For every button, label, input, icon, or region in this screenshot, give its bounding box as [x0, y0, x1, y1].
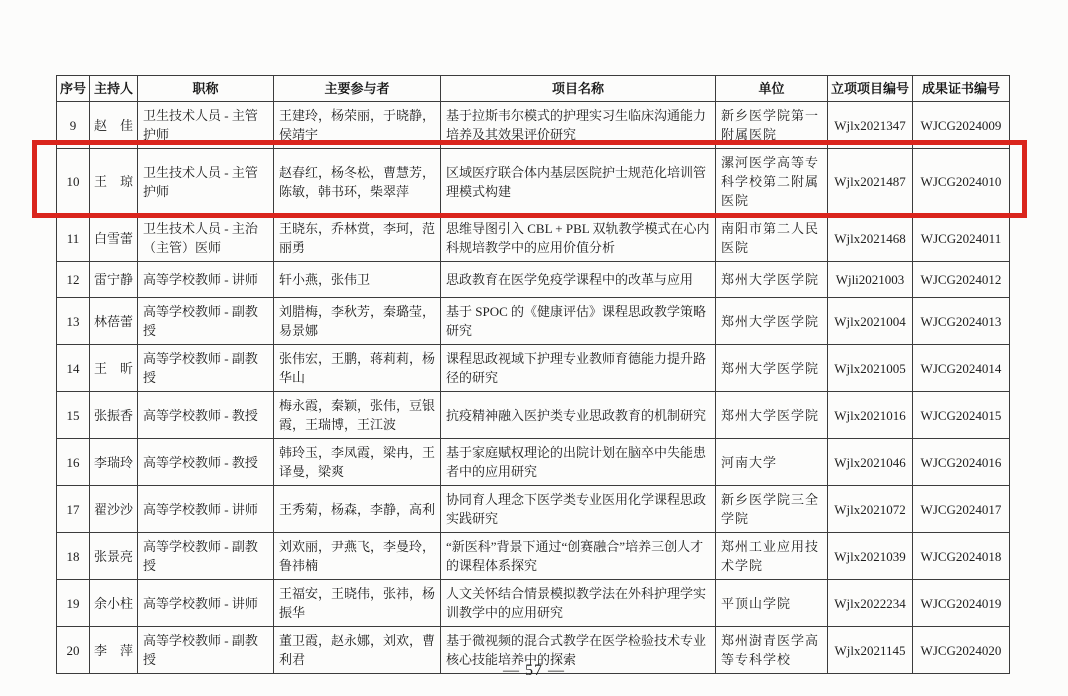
- table-cell: 16: [57, 439, 90, 486]
- table-cell: 李 萍: [90, 627, 138, 674]
- table-cell: 区域医疗联合体内基层医院护士规范化培训管理模式构建: [441, 149, 716, 215]
- table-cell: 9: [57, 102, 90, 149]
- table-cell: 11: [57, 215, 90, 262]
- table-cell: 漯河医学高等专科学校第二附属医院: [716, 149, 828, 215]
- table-cell: 王建玲，杨荣丽，于晓静，侯靖宇: [274, 102, 441, 149]
- project-results-table: [56, 75, 1010, 674]
- table-cell: 翟沙沙: [90, 486, 138, 533]
- column-header: 成果证书编号: [913, 76, 1010, 102]
- table-cell: 张振香: [90, 392, 138, 439]
- table-cell: 王晓东，乔林赏，李珂，范丽勇: [274, 215, 441, 262]
- table-cell: Wjlx2021039: [828, 533, 913, 580]
- table-cell: WJCG2024017: [913, 486, 1010, 533]
- table-cell: 15: [57, 392, 90, 439]
- table-cell: 刘腊梅，李秋芳，秦璐莹，易景娜: [274, 298, 441, 345]
- table-cell: 高等学校教师 - 副教授: [138, 345, 274, 392]
- table-cell: Wjlx2021487: [828, 149, 913, 215]
- table-cell: 高等学校教师 - 教授: [138, 392, 274, 439]
- table-cell: WJCG2024020: [913, 627, 1010, 674]
- table-cell: 郑州大学医学院: [716, 392, 828, 439]
- table-cell: 郑州大学医学院: [716, 262, 828, 298]
- table-row: [57, 533, 1010, 580]
- table-cell: WJCG2024018: [913, 533, 1010, 580]
- table-cell: 20: [57, 627, 90, 674]
- table-cell: 思维导图引入 CBL + PBL 双轨教学模式在心内科规培教学中的应用价值分析: [441, 215, 716, 262]
- table-cell: 白雪蕾: [90, 215, 138, 262]
- table-cell: 13: [57, 298, 90, 345]
- table-cell: 刘欢丽，尹燕飞，李曼玲，鲁祎楠: [274, 533, 441, 580]
- table-cell: 王 昕: [90, 345, 138, 392]
- column-header: 主持人: [90, 76, 138, 102]
- table-cell: 19: [57, 580, 90, 627]
- table-row: [57, 392, 1010, 439]
- table-cell: 课程思政视域下护理专业教师育德能力提升路径的研究: [441, 345, 716, 392]
- table-cell: Wjlx2021005: [828, 345, 913, 392]
- table-cell: WJCG2024015: [913, 392, 1010, 439]
- table-cell: WJCG2024014: [913, 345, 1010, 392]
- table-cell: Wjlx2021046: [828, 439, 913, 486]
- table-cell: 新乡医学院第一附属医院: [716, 102, 828, 149]
- table-row: [57, 345, 1010, 392]
- table-cell: 王 琼: [90, 149, 138, 215]
- column-header: 职称: [138, 76, 274, 102]
- table-cell: 赵春红，杨冬松，曹慧芳，陈敏，韩书环，柴翠萍: [274, 149, 441, 215]
- table-cell: 董卫霞，赵永娜，刘欢，曹利君: [274, 627, 441, 674]
- table-cell: 18: [57, 533, 90, 580]
- table-cell: 郑州大学医学院: [716, 345, 828, 392]
- table-cell: 林蓓蕾: [90, 298, 138, 345]
- table-cell: 协同育人理念下医学类专业医用化学课程思政实践研究: [441, 486, 716, 533]
- table-cell: 卫生技术人员 - 主治（主管）医师: [138, 215, 274, 262]
- table-cell: 基于 SPOC 的《健康评估》课程思政教学策略研究: [441, 298, 716, 345]
- table-cell: Wjlx2021004: [828, 298, 913, 345]
- table-cell: 高等学校教师 - 讲师: [138, 262, 274, 298]
- table-row: [57, 262, 1010, 298]
- table-cell: 抗疫精神融入医护类专业思政教育的机制研究: [441, 392, 716, 439]
- table-cell: WJCG2024010: [913, 149, 1010, 215]
- table-header-row: [57, 76, 1010, 102]
- table-cell: Wjlx2021145: [828, 627, 913, 674]
- table-cell: 高等学校教师 - 讲师: [138, 580, 274, 627]
- table-row: [57, 149, 1010, 215]
- table-cell: 张景亮: [90, 533, 138, 580]
- table-cell: 梅永霞，秦颖，张伟，豆银霞，王瑞博，王江波: [274, 392, 441, 439]
- table-cell: 卫生技术人员 - 主管护师: [138, 102, 274, 149]
- table-cell: WJCG2024011: [913, 215, 1010, 262]
- table-cell: 新乡医学院三全学院: [716, 486, 828, 533]
- table-cell: 10: [57, 149, 90, 215]
- table-row: [57, 102, 1010, 149]
- table-cell: 南阳市第二人民医院: [716, 215, 828, 262]
- table-cell: 高等学校教师 - 副教授: [138, 298, 274, 345]
- table-cell: 郑州澍青医学高等专科学校: [716, 627, 828, 674]
- table-row: [57, 486, 1010, 533]
- column-header: 立项项目编号: [828, 76, 913, 102]
- table-row: [57, 439, 1010, 486]
- table-cell: WJCG2024009: [913, 102, 1010, 149]
- table-cell: Wjlx2022234: [828, 580, 913, 627]
- table-cell: 轩小燕，张伟卫: [274, 262, 441, 298]
- table-cell: WJCG2024013: [913, 298, 1010, 345]
- table-cell: 基于家庭赋权理论的出院计划在脑卒中失能患者中的应用研究: [441, 439, 716, 486]
- table-cell: 王福安，王晓伟，张祎，杨振华: [274, 580, 441, 627]
- table-cell: 王秀菊，杨森，李静，高利: [274, 486, 441, 533]
- table-cell: 思政教育在医学免疫学课程中的改革与应用: [441, 262, 716, 298]
- table-row: [57, 580, 1010, 627]
- table-cell: Wjlx2021468: [828, 215, 913, 262]
- table-cell: 卫生技术人员 - 主管护师: [138, 149, 274, 215]
- table-cell: 郑州工业应用技术学院: [716, 533, 828, 580]
- table-cell: 人文关怀结合情景模拟教学法在外科护理学实训教学中的应用研究: [441, 580, 716, 627]
- column-header: 序号: [57, 76, 90, 102]
- table-cell: 赵 佳: [90, 102, 138, 149]
- table-cell: 张伟宏，王鹏，蒋莉莉，杨华山: [274, 345, 441, 392]
- table-cell: 郑州大学医学院: [716, 298, 828, 345]
- table-container: [56, 75, 1009, 674]
- table-cell: 基于拉斯韦尔模式的护理实习生临床沟通能力培养及其效果评价研究: [441, 102, 716, 149]
- table-row: [57, 298, 1010, 345]
- table-cell: 河南大学: [716, 439, 828, 486]
- table-cell: 高等学校教师 - 教授: [138, 439, 274, 486]
- column-header: 单位: [716, 76, 828, 102]
- table-cell: 14: [57, 345, 90, 392]
- table-cell: “新医科”背景下通过“创赛融合”培养三创人才的课程体系探究: [441, 533, 716, 580]
- table-cell: WJCG2024012: [913, 262, 1010, 298]
- table-cell: Wjlx2021016: [828, 392, 913, 439]
- table-cell: 余小柱: [90, 580, 138, 627]
- column-header: 主要参与者: [274, 76, 441, 102]
- table-cell: Wjlx2021347: [828, 102, 913, 149]
- table-cell: 平顶山学院: [716, 580, 828, 627]
- table-cell: Wjlx2021072: [828, 486, 913, 533]
- table-cell: Wjli2021003: [828, 262, 913, 298]
- table-body: [57, 102, 1010, 674]
- page-number: — 57 —: [503, 662, 565, 679]
- table-row: [57, 215, 1010, 262]
- table-cell: 17: [57, 486, 90, 533]
- column-header: 项目名称: [441, 76, 716, 102]
- table-cell: 韩玲玉，李凤霞，梁冉，王译曼，梁爽: [274, 439, 441, 486]
- table-cell: 高等学校教师 - 副教授: [138, 627, 274, 674]
- table-cell: WJCG2024019: [913, 580, 1010, 627]
- table-cell: 李瑞玲: [90, 439, 138, 486]
- table-cell: WJCG2024016: [913, 439, 1010, 486]
- table-cell: 雷宁静: [90, 262, 138, 298]
- table-cell: 基于微视频的混合式教学在医学检验技术专业核心技能培养中的探索: [441, 627, 716, 674]
- table-cell: 高等学校教师 - 副教授: [138, 533, 274, 580]
- table-cell: 高等学校教师 - 讲师: [138, 486, 274, 533]
- table-cell: 12: [57, 262, 90, 298]
